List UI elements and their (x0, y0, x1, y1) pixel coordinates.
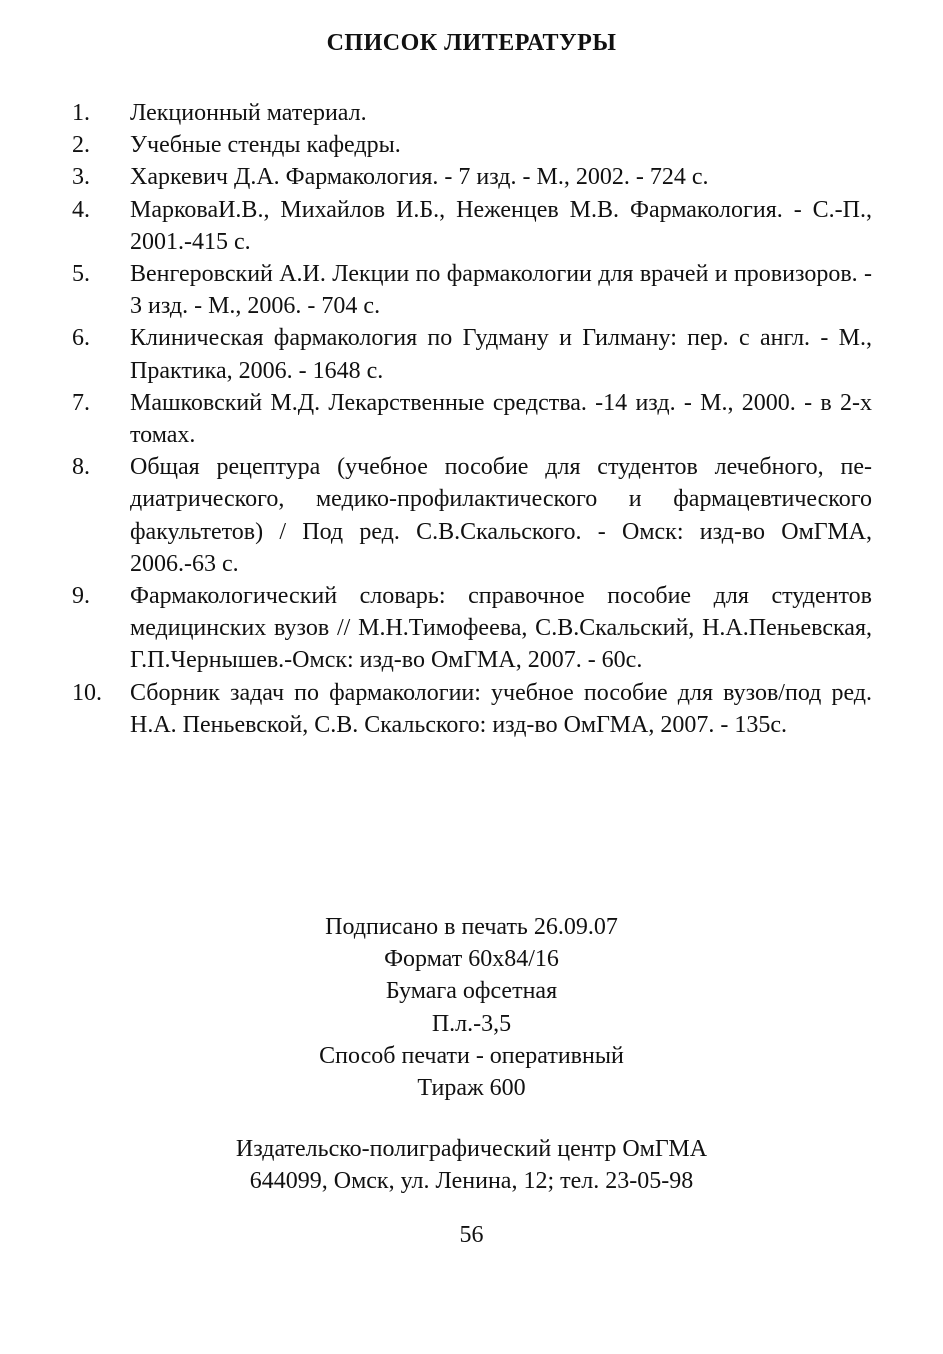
reference-text: Лекционный материал. (130, 100, 367, 126)
publisher-block (0, 1133, 943, 1197)
reference-item (72, 677, 872, 741)
imprint-block (0, 911, 943, 1104)
imprint-format: Формат 60x84/16 (384, 946, 559, 973)
reference-item (72, 129, 872, 161)
reference-item (72, 258, 872, 322)
reference-item (72, 161, 872, 193)
publisher-address: 644099, Омск, ул. Ленина, 12; тел. 23-05-98 (249, 1168, 694, 1195)
reference-text: МарковаИ.В., Михайлов И.Б., Неженцев М.В. Фармакология. - С.-П., 2001.-415 с. (130, 196, 872, 255)
page-title: СПИСОК ЛИТЕРАТУРЫ (326, 30, 617, 56)
reference-text: Общая рецептура (учебное пособие для студентов лечебного, педиатрического, медико-профилактического и фармацевтического факультетов) / Под ред. С.В.Скальского. - Омск: изд-во ОмГМА, 2006.-63 с. (130, 454, 872, 577)
reference-text: Венгеровский А.И. Лекции по фармакологии для врачей и провизоров. - 3 изд. - М., 2006. - 704 с. (130, 261, 872, 320)
reference-text: Учебные стенды кафедры. (130, 132, 401, 159)
reference-number: 8. (72, 454, 90, 481)
imprint-print-run: Тираж 600 (417, 1075, 526, 1102)
reference-text: Клиническая фармакология по Гудману и Гилману: пер. с англ. - М., Практика, 2006. - 1648 с. (130, 325, 872, 384)
imprint-paper: Бумага офсетная (385, 978, 558, 1005)
reference-number: 10. (72, 679, 102, 706)
reference-list (72, 97, 872, 741)
reference-number: 4. (72, 196, 90, 223)
page-number: 56 (459, 1222, 484, 1248)
reference-number: 3. (72, 164, 90, 191)
reference-number: 5. (72, 261, 90, 288)
reference-number: 9. (72, 583, 90, 610)
reference-item (72, 194, 872, 258)
reference-item (72, 580, 872, 677)
reference-item (72, 451, 872, 580)
reference-text: Харкевич Д.А. Фармакология. - 7 изд. - М., 2002. - 724 с. (130, 164, 709, 191)
publisher-name: Издательско-полиграфический центр ОмГМА (235, 1136, 708, 1162)
reference-number: 6. (72, 325, 90, 352)
imprint-print-method: Способ печати - оперативный (319, 1042, 624, 1069)
imprint-sheets: П.л.-3,5 (431, 1010, 512, 1037)
reference-number: 2. (72, 132, 90, 159)
reference-number: 1. (72, 100, 90, 126)
reference-number: 7. (72, 389, 90, 416)
reference-item (72, 97, 872, 129)
reference-text: Машковский М.Д. Лекарственные средства. -14 изд. - М., 2000. - в 2-х томах. (130, 389, 872, 449)
reference-item (72, 387, 872, 451)
reference-item (72, 322, 872, 386)
reference-text: Сборник задач по фармакологии: учебное пособие для вузов/под ред. Н.А. Пеньевской, С.В. Скальского: изд-во ОмГМА, 2007. - 135с. (130, 679, 872, 738)
reference-text: Фармакологический словарь: справочное пособие для студентов медицинских вузов // М.Н.Тимофеева, С.В.Скальский, Н.А.Пеньевская, Г.П.Чернышев.-Омск: изд-во ОмГМА, 2007. - 60с. (130, 583, 872, 674)
imprint-signed: Подписано в печать 26.09.07 (325, 914, 618, 940)
